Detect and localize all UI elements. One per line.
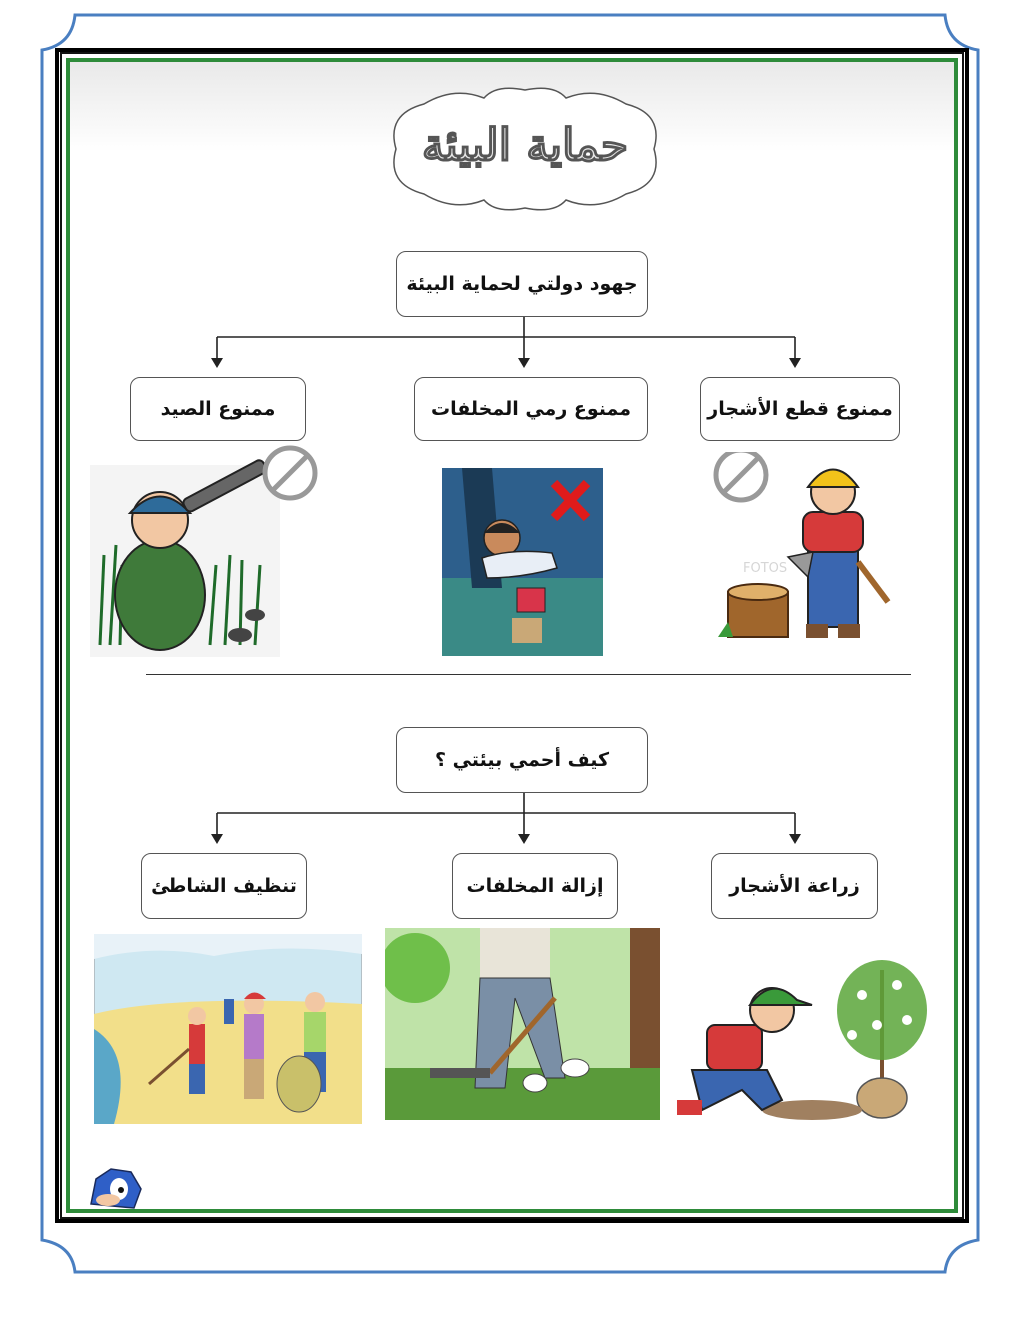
box-planting-trees: زراعة الأشجار xyxy=(711,853,878,919)
tree-planting-illustration xyxy=(672,950,940,1130)
box-no-hunting: ممنوع الصيد xyxy=(130,377,306,441)
hunter-illustration xyxy=(90,445,325,657)
watermark-text: FOTOS xyxy=(743,561,788,576)
section2-heading-box: كيف أحمي بيئتي ؟ xyxy=(396,727,648,793)
lumberjack-illustration xyxy=(708,452,898,647)
box-no-cutting-trees: ممنوع قطع الأشجار xyxy=(700,377,900,441)
mascot-corner-image xyxy=(86,1164,144,1212)
box-no-littering: ممنوع رمي المخلفات xyxy=(414,377,648,441)
beach-cleaning-illustration xyxy=(94,934,362,1124)
section-divider xyxy=(146,674,911,675)
section1-heading-box: جهود دولتي لحماية البيئة xyxy=(396,251,648,317)
littering-illustration xyxy=(442,468,603,656)
box-removing-waste: إزالة المخلفات xyxy=(452,853,618,919)
box-cleaning-beach: تنظيف الشاطئ xyxy=(141,853,307,919)
page-title: حماية البيئة xyxy=(421,119,629,171)
waste-removal-illustration xyxy=(385,928,660,1120)
